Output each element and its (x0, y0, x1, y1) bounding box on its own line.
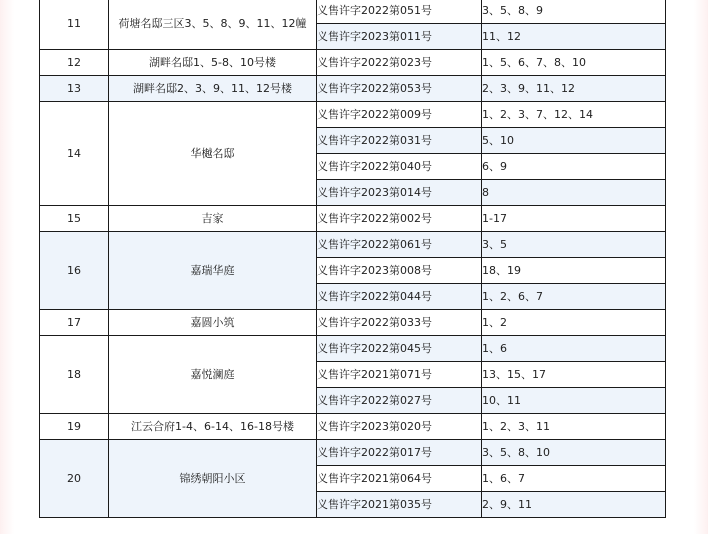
table-body (40, 0, 666, 518)
table-row (40, 76, 666, 102)
building-list: 1、2、6、7 (482, 284, 666, 310)
project-name: 嘉圆小筑 (109, 310, 317, 336)
row-number: 19 (40, 414, 109, 440)
building-list: 6、9 (482, 154, 666, 180)
project-name: 嘉悦澜庭 (109, 336, 317, 414)
building-list: 3、5、8、9 (482, 0, 666, 24)
building-list: 1-17 (482, 206, 666, 232)
permit-number: 义售许字2021第064号 (317, 466, 482, 492)
row-number: 18 (40, 336, 109, 414)
building-list: 1、6、7 (482, 466, 666, 492)
permit-number: 义售许字2022第023号 (317, 50, 482, 76)
permit-number: 义售许字2023第020号 (317, 414, 482, 440)
permit-number: 义售许字2022第002号 (317, 206, 482, 232)
building-list: 10、11 (482, 388, 666, 414)
table-row (40, 336, 666, 362)
row-number: 13 (40, 76, 109, 102)
building-list: 2、3、9、11、12 (482, 76, 666, 102)
permit-number: 义售许字2022第009号 (317, 102, 482, 128)
building-list: 2、9、11 (482, 492, 666, 518)
permit-number: 义售许字2023第011号 (317, 24, 482, 50)
building-list: 18、19 (482, 258, 666, 284)
row-number: 15 (40, 206, 109, 232)
permit-number: 义售许字2023第014号 (317, 180, 482, 206)
table-row (40, 414, 666, 440)
permit-number: 义售许字2021第035号 (317, 492, 482, 518)
building-list: 1、5、6、7、8、10 (482, 50, 666, 76)
table-row (40, 232, 666, 258)
building-list: 8 (482, 180, 666, 206)
table-row (40, 206, 666, 232)
row-number: 14 (40, 102, 109, 206)
permit-number: 义售许字2022第044号 (317, 284, 482, 310)
project-name: 华樾名邸 (109, 102, 317, 206)
permit-number: 义售许字2022第045号 (317, 336, 482, 362)
presale-permit-table (39, 0, 666, 518)
project-name: 吉家 (109, 206, 317, 232)
row-number: 20 (40, 440, 109, 518)
building-list: 5、10 (482, 128, 666, 154)
table-row (40, 440, 666, 466)
table-row (40, 50, 666, 76)
row-number: 11 (40, 0, 109, 50)
row-number: 17 (40, 310, 109, 336)
permit-number: 义售许字2022第053号 (317, 76, 482, 102)
permit-number: 义售许字2022第031号 (317, 128, 482, 154)
page-edge-right (694, 0, 708, 534)
table-row (40, 0, 666, 24)
project-name: 嘉瑞华庭 (109, 232, 317, 310)
building-list: 3、5、8、10 (482, 440, 666, 466)
building-list: 13、15、17 (482, 362, 666, 388)
building-list: 1、2、3、11 (482, 414, 666, 440)
row-number: 16 (40, 232, 109, 310)
building-list: 11、12 (482, 24, 666, 50)
project-name: 湖畔名邸2、3、9、11、12号楼 (109, 76, 317, 102)
table-row (40, 310, 666, 336)
project-name: 江云合府1-4、6-14、16-18号楼 (109, 414, 317, 440)
building-list: 1、2、3、7、12、14 (482, 102, 666, 128)
building-list: 1、6 (482, 336, 666, 362)
permit-number: 义售许字2022第040号 (317, 154, 482, 180)
permit-number: 义售许字2022第017号 (317, 440, 482, 466)
permit-number: 义售许字2022第051号 (317, 0, 482, 24)
permit-number: 义售许字2023第008号 (317, 258, 482, 284)
permit-number: 义售许字2022第061号 (317, 232, 482, 258)
row-number: 12 (40, 50, 109, 76)
permit-number: 义售许字2021第071号 (317, 362, 482, 388)
building-list: 1、2 (482, 310, 666, 336)
project-name: 锦绣朝阳小区 (109, 440, 317, 518)
permit-number: 义售许字2022第027号 (317, 388, 482, 414)
project-name: 荷塘名邸三区3、5、8、9、11、12幢 (109, 0, 317, 50)
table-row (40, 102, 666, 128)
building-list: 3、5 (482, 232, 666, 258)
project-name: 湖畔名邸1、5-8、10号楼 (109, 50, 317, 76)
page-edge-left (0, 0, 14, 534)
permit-number: 义售许字2022第033号 (317, 310, 482, 336)
